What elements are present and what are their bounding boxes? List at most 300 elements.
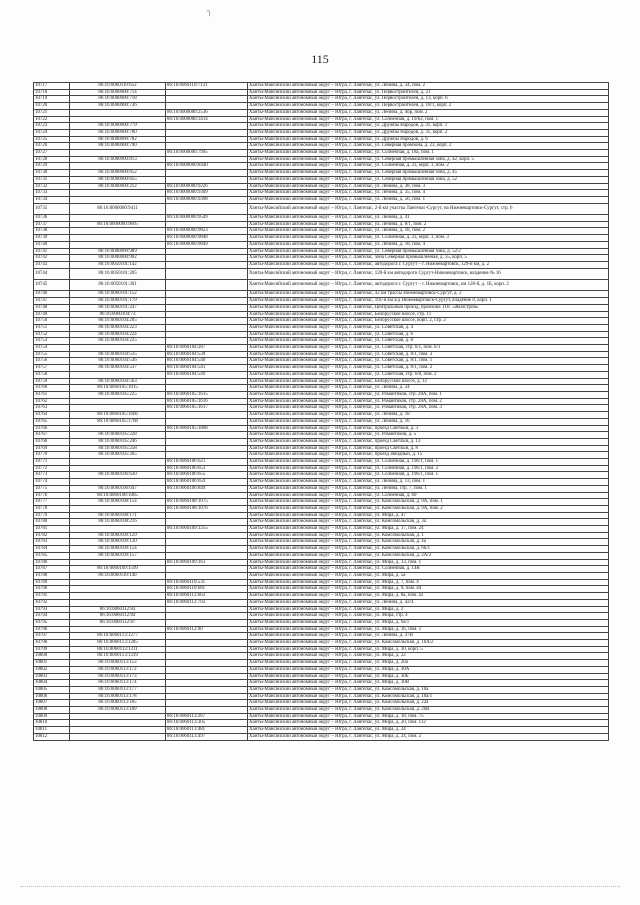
cell-addr: Ханты-Мансийский автономный округ – Югра, г. Лангепас, ул. Мира, д. 18, пом. 75 — [248, 713, 609, 720]
table-row — [34, 680, 609, 687]
cell-num: 10757 — [34, 365, 70, 372]
cell-num: 10721 — [34, 109, 70, 116]
cell-addr: Ханты-Мансийский автономный округ – Югра, г. Лангепас, ул. Солнечная, д. 19б/1, пом. 1 — [248, 472, 609, 479]
cell-num: 10782 — [34, 532, 70, 539]
table-row — [34, 291, 609, 298]
cell-num: 10766 — [34, 425, 70, 432]
cell-cad1: 86:16:0000000:989 — [70, 248, 166, 255]
cell-num: 10747 — [34, 298, 70, 305]
table-row — [34, 445, 609, 452]
cell-num: 10801 — [34, 660, 70, 667]
cell-cad2: 86:16:0000000:9823 — [166, 228, 248, 235]
cell-addr: Ханты-Мансийский автономный округ – Югра, г. Лангепас, зона Северная промышленная, д. 55, корп. 5 — [248, 255, 609, 262]
table-row — [34, 83, 609, 90]
table-row — [34, 492, 609, 499]
cell-cad1: 86:16:0060105:225 — [70, 392, 166, 399]
cell-num: 10742 — [34, 255, 70, 262]
cell-cad2: 86:16:0060105:1616 — [166, 398, 248, 405]
cell-addr: Ханты-Мансийский автономный округ – Югра, г. Лангепас, ул. Ленина, д. 13, пом. 1 — [248, 479, 609, 486]
cell-addr: Ханты-Мансийский автономный округ – Югра, г. Лангепас, ул. Комсомольская, д. 26В — [248, 707, 609, 714]
cell-addr: Ханты-Мансийский автономный округ – Югра, г. Лангепас, ул. Комсомольская, д. 4а — [248, 539, 609, 546]
cell-cad1 — [70, 196, 166, 203]
cell-num: 10726 — [34, 143, 70, 150]
cell-cad2: 86:16:0060106:655 — [166, 472, 248, 479]
cell-num: 10812 — [34, 733, 70, 740]
table-row — [34, 526, 609, 533]
table-row — [34, 733, 609, 740]
table-row — [34, 552, 609, 559]
cell-num: 10807 — [34, 700, 70, 707]
cell-cad1: 86:16:0000000:212 — [70, 183, 166, 190]
table-row — [34, 183, 609, 190]
table-row — [34, 512, 609, 519]
cell-addr: Ханты-Мансийский автономный округ – Югра, г. Лангепас, ул. Мира, д. 30В — [248, 680, 609, 687]
cell-cad2 — [166, 640, 248, 647]
cell-num: 10744 — [34, 268, 70, 279]
cell-num: 10771 — [34, 459, 70, 466]
cell-addr: Ханты-Мансийский автономный округ – Югра, г. Лангепас, ул. Романтиков, стр. 28А, пом. 1 — [248, 392, 609, 399]
cell-addr: Ханты-Мансийский автономный округ – Югра, г. Лангепас, ул. Ленина, д. 35, пом. 4 — [248, 190, 609, 197]
cell-cad1: 86:16:0060101:247 — [70, 304, 166, 311]
cell-addr: Ханты-Мансийский автономный округ – Югра, г. Лангепас, ул. Комсомольская, д. 9А, пом. 2 — [248, 505, 609, 512]
cell-cad1: 86:16:0000000:714 — [70, 89, 166, 96]
cell-cad1 — [70, 505, 166, 512]
cell-num: 10760 — [34, 385, 70, 392]
cell-addr: Ханты-Мансийский автономный округ – Югра, г. Лангепас, ул. Советская, д. 6 — [248, 331, 609, 338]
cell-num: 10793 — [34, 606, 70, 613]
cell-cad2: 86:16:0060104:549 — [166, 371, 248, 378]
table-row — [34, 465, 609, 472]
cell-addr: Ханты-Мансийский автономный округ – Югра, г. Лангепас, ул. Ленина, д. 18, пом. 4 — [248, 241, 609, 248]
table-row — [34, 599, 609, 606]
cell-num: 10800 — [34, 653, 70, 660]
cell-num: 10792 — [34, 599, 70, 606]
table-row — [34, 646, 609, 653]
cell-cad2 — [166, 221, 248, 228]
cell-addr: Ханты-Мансийский автономный округ – Югра, г. Лангепас, ул. Дружбы Народов, д. 31, корп. 2 — [248, 129, 609, 136]
cell-cad1: 86:16:0060113:1285 — [70, 640, 166, 647]
cell-cad1: 86:16:0060104:223 — [70, 324, 166, 331]
cell-addr: Ханты-Мансийский автономный округ – Югра, г. Лангепас, ул. Комсомольская, д. 6б/1 — [248, 546, 609, 553]
cell-addr: Ханты-Мансийский автономный округ – Югра, г. Лангепас, ул. Мира, д. 7, пом. 4 — [248, 579, 609, 586]
cell-cad2 — [166, 136, 248, 143]
table-row — [34, 371, 609, 378]
cell-cad2 — [166, 123, 248, 130]
cell-addr: Ханты-Мансийский автономный округ – Югра, г. Лангепас, ул. Ленина, д. 38, пом. 3 — [248, 183, 609, 190]
table-row — [34, 215, 609, 222]
cell-addr: Ханты-Мансийский автономный округ – Югра, г. Лангепас, ул. Первостроителей, д. 13, корп. 6 — [248, 96, 609, 103]
cell-cad1: 86:16:0000000:780 — [70, 129, 166, 136]
table-row — [34, 619, 609, 626]
cell-num: 10803 — [34, 673, 70, 680]
cell-addr: Ханты-Мансийский автономный округ – Югра, г. Лангепас, ул. Ленина, д. 42/4 — [248, 599, 609, 606]
cell-cad1 — [70, 116, 166, 123]
cell-cad1: 86:16:0000000:855 — [70, 176, 166, 183]
table-row — [34, 163, 609, 170]
cell-cad2 — [166, 338, 248, 345]
table-row — [34, 96, 609, 103]
cell-cad2 — [166, 432, 248, 439]
cell-cad2: 86:16:0060106:849 — [166, 485, 248, 492]
cell-num: 10734 — [34, 196, 70, 203]
cell-cad2 — [166, 438, 248, 445]
cell-addr: Ханты-Мансийский автономный округ – Югра, г. Лангепас, ул. Мира, д. 6а/1 — [248, 619, 609, 626]
table-row — [34, 593, 609, 600]
table-row — [34, 385, 609, 392]
cell-num: 10762 — [34, 398, 70, 405]
cell-cad2: 86:16:0000000:9226 — [166, 183, 248, 190]
cell-num: 10717 — [34, 83, 70, 90]
cell-addr: Ханты-Мансийский автономный округ – Югра, г. Лангепас, ул. Комсомольская, д. 1 — [248, 532, 609, 539]
cell-cad2 — [166, 519, 248, 526]
cell-addr: Ханты-Мансийский автономный округ – Югра, г. Лангепас, Центральный проезд, промзона ТОГ «Жилстрой» — [248, 304, 609, 311]
cell-cad1 — [70, 163, 166, 170]
cell-addr: Ханты-Мансийский автономный округ – Югра, г. Лангепас, Белорусское шоссе, д. 12 — [248, 378, 609, 385]
cell-addr: Ханты-Мансийский автономный округ – Югра, г. Лангепас, ул. Советская, д. 8/1, пом. 3 — [248, 351, 609, 358]
cell-num: 10751 — [34, 324, 70, 331]
cell-addr: Ханты-Мансийский автономный округ – Югра, г. Лангепас, ул. Мира, д. 22 — [248, 653, 609, 660]
cell-addr: Ханты-Мансийский автономный округ – Югра, г. Лангепас, ул. Первостроителей, д. 21 — [248, 89, 609, 96]
cell-cad2: 86:16:0000000:9309 — [166, 190, 248, 197]
cell-addr: Ханты-Мансийский автономный округ – Югра, г. Лангепас, ул. Мира, д. 24 — [248, 727, 609, 734]
cell-num: 10739 — [34, 235, 70, 242]
cell-cad2 — [166, 418, 248, 425]
cell-cad2: 86:16:0000000:8440 — [166, 163, 248, 170]
table-row — [34, 255, 609, 262]
cell-addr: Ханты-Мансийский автономный округ – Югра, г. Лангепас, ул. Мира, стр. 4 — [248, 613, 609, 620]
cell-cad1: 86:16:0060105:265 — [70, 452, 166, 459]
cell-cad2: 86:16:0060110:531 — [166, 579, 248, 586]
cell-cad2 — [166, 129, 248, 136]
cell-addr: Ханты-Мансийский автономный округ – Югра, г. Лангепас, ул. Комсомольская, д. 2А/3 — [248, 552, 609, 559]
cell-cad1: 86:16:0000000:852 — [70, 170, 166, 177]
cell-cad2 — [166, 539, 248, 546]
cell-num: 10722 — [34, 116, 70, 123]
table-row — [34, 405, 609, 412]
cell-cad2 — [166, 89, 248, 96]
table-row — [34, 176, 609, 183]
cell-cad1: 86:16:0060113:174 — [70, 680, 166, 687]
cell-cad2: 86:16:0060104:540 — [166, 358, 248, 365]
cell-cad2 — [166, 248, 248, 255]
table-row — [34, 358, 609, 365]
table-row — [34, 280, 609, 291]
cell-num: 10748 — [34, 304, 70, 311]
table-row — [34, 666, 609, 673]
cell-cad1: 86:16:0060113:172 — [70, 666, 166, 673]
cell-num: 10788 — [34, 572, 70, 579]
cell-num: 10768 — [34, 438, 70, 445]
cell-cad1 — [70, 727, 166, 734]
cell-num: 10767 — [34, 432, 70, 439]
cell-cad2 — [166, 280, 248, 291]
cell-addr: Ханты-Мансийский автономный округ – Югра, г. Лангепас, ул. Комсомольская, д. 10а — [248, 686, 609, 693]
cell-cad1: 86:16:0060113:153 — [70, 660, 166, 667]
cell-addr: Ханты-Мансийский автономный округ – Югра, г. Лангепас, ул. Солнечная, д. 14В — [248, 566, 609, 573]
table-row — [34, 241, 609, 248]
cell-cad2: 86:16:0000000:7995 — [166, 150, 248, 157]
registry-body — [34, 83, 609, 741]
cell-addr: Ханты-Мансийский автономный округ – Югра, г. Лангепас, ул. Первостроителей, д. 18/1, корп. 2 — [248, 103, 609, 110]
table-row — [34, 103, 609, 110]
cell-cad2: 86:16:0060112:703 — [166, 599, 248, 606]
table-row — [34, 425, 609, 432]
cell-cad2: 86:16:0060108:1075 — [166, 499, 248, 506]
table-row — [34, 532, 609, 539]
cell-cad2 — [166, 452, 248, 459]
cell-addr: Ханты-Мансийский автономный округ – Югра, г. Лангепас, 2-й км участка Лангепас-Сургут, на Нижневартовск-Сургут, стр. 6 — [248, 203, 609, 214]
cell-cad1: 86:16:0060105:258 — [70, 445, 166, 452]
table-row — [34, 196, 609, 203]
cell-cad2: 86:16:0000000:2536 — [166, 109, 248, 116]
cell-num: 10790 — [34, 586, 70, 593]
table-row — [34, 626, 609, 633]
cell-num: 10804 — [34, 680, 70, 687]
cell-addr: Ханты-Мансийский автономный округ – Югра, г. Лангепас, ул. Северная промзона, д. 23, корп. 2 — [248, 143, 609, 150]
cell-addr: Ханты-Мансийский автономный округ – Югра, г. Лангепас, ул. Мира, д. 47 — [248, 512, 609, 519]
cell-cad2 — [166, 606, 248, 613]
cell-cad2 — [166, 378, 248, 385]
table-row — [34, 586, 609, 593]
cell-num: 10720 — [34, 103, 70, 110]
table-row — [34, 432, 609, 439]
cell-addr: Ханты-Мансийский автономный округ – Югра, г. Лангепас, ул. Советская, д. 8 — [248, 338, 609, 345]
cell-cad2 — [166, 666, 248, 673]
cell-num: 10777 — [34, 499, 70, 506]
cell-addr: Ханты-Мансийский автономный округ – Югра, г. Лангепас, ул. Мира, д. 1б, пом. 1 — [248, 626, 609, 633]
cell-addr: Ханты-Мансийский автономный округ – Югра, г. Лангепас, ул. Ленина, стр. 7, пом. 1 — [248, 485, 609, 492]
cell-addr: Ханты-Мансийский автономный округ – Югра, г. Лангепас, автодорога г. Сургут – г. Нижневартовск, км 128-й, д. 1Б, корп. 2 — [248, 280, 609, 291]
cell-addr: Ханты-Мансийский автономный округ – Югра, г. Лангепас, ул. Солнечная, д. 19б/1, пом. 1 — [248, 459, 609, 466]
cell-cad2: 86:16:0060109:1255 — [166, 526, 248, 533]
cell-cad1: 86:16:0000000:736 — [70, 103, 166, 110]
cell-cad1 — [70, 405, 166, 412]
table-row — [34, 378, 609, 385]
cell-cad1 — [70, 371, 166, 378]
cell-cad2 — [166, 566, 248, 573]
cell-cad2 — [166, 412, 248, 419]
table-row — [34, 720, 609, 727]
cell-cad1: 86:16:0060109:154 — [70, 546, 166, 553]
table-row — [34, 298, 609, 305]
cell-cad2 — [166, 311, 248, 318]
cell-cad2: 86:16:0060105:1617 — [166, 405, 248, 412]
registry-table — [33, 82, 609, 741]
cell-cad2 — [166, 619, 248, 626]
cell-num: 10780 — [34, 519, 70, 526]
table-row — [34, 203, 609, 214]
table-row — [34, 268, 609, 279]
cell-addr: Ханты-Мансийский автономный округ – Югра, г. Лангепас, ул. Романтиков, стр. 28А, пом. 2 — [248, 398, 609, 405]
cell-num: 10725 — [34, 136, 70, 143]
table-row — [34, 331, 609, 338]
cell-addr: Ханты-Мансийский автономный округ – Югра, г. Лангепас, ул. Комсомольская, д. 9А, пом. 1 — [248, 499, 609, 506]
cell-addr: Ханты-Мансийский автономный округ – Югра, г. Лангепас, ул. Дружбы Народов, д. 31, корп. 1 — [248, 123, 609, 130]
table-row — [34, 150, 609, 157]
table-row — [34, 633, 609, 640]
cell-cad2: 86:16:0060106:659 — [166, 479, 248, 486]
table-row — [34, 345, 609, 352]
cell-addr: Ханты-Мансийский автономный округ – Югра, г. Лангепас, ул. Советская, д. 8/1, пом. 1 — [248, 358, 609, 365]
cell-num: 10796 — [34, 626, 70, 633]
cell-cad1 — [70, 593, 166, 600]
cell-cad1: 86:16:0060106:630 — [70, 472, 166, 479]
cell-addr: Ханты-Мансийский автономный округ – Югра, г. Лангепас, проезд Светлый, д. 8 — [248, 445, 609, 452]
cell-cad1: 86:16:0050101:142 — [70, 261, 166, 268]
cell-addr: Ханты-Мансийский автономный округ – Югра, г. Лангепас, ул. Ленина, д. 37В — [248, 633, 609, 640]
cell-addr: Ханты-Мансийский автономный округ – Югра, г. Лангепас, проезд Звездный, д. 15 — [248, 452, 609, 459]
cell-addr: Ханты-Мансийский автономный округ – Югра, г. Лангепас, ул. Романтиков, д. 5 — [248, 432, 609, 439]
cell-addr: Ханты-Мансийский автономный округ – Югра, г. Лангепас, ул. Солнечная, д. 19/б2, пом. 1 — [248, 116, 609, 123]
cell-num: 10802 — [34, 666, 70, 673]
cell-num: 10778 — [34, 505, 70, 512]
table-row — [34, 539, 609, 546]
cell-cad1: 86:16:0060108:154 — [70, 499, 166, 506]
cell-cad2 — [166, 331, 248, 338]
cell-num: 10724 — [34, 129, 70, 136]
cell-cad2 — [166, 700, 248, 707]
cell-cad2 — [166, 680, 248, 687]
cell-addr: Ханты-Мансийский автономный округ – Югра, г. Лангепас, ул. Мира, д. 24, пом. 2 — [248, 733, 609, 740]
cell-cad1: 86:16:0060113:1311 — [70, 646, 166, 653]
table-row — [34, 89, 609, 96]
cell-cad2: 86:16:0060113:481 — [166, 727, 248, 734]
cell-cad1 — [70, 241, 166, 248]
cell-num: 10781 — [34, 526, 70, 533]
cell-cad2 — [166, 633, 248, 640]
cell-cad2 — [166, 660, 248, 667]
cell-cad1: 86:16:0060113:173 — [70, 673, 166, 680]
cell-num: 10761 — [34, 392, 70, 399]
cell-cad1: 86:16:0060113:185 — [70, 700, 166, 707]
cell-cad1: 86:16:0060104:563 — [70, 378, 166, 385]
table-row — [34, 693, 609, 700]
table-row — [34, 228, 609, 235]
cell-addr: Ханты-Мансийский автономный округ – Югра, г. Лангепас, ул. Мира, д. 8а, пом. 42 — [248, 593, 609, 600]
table-row — [34, 324, 609, 331]
cell-cad2 — [166, 385, 248, 392]
cell-num: 10750 — [34, 318, 70, 325]
cell-cad1: 86:16:0060105:246 — [70, 438, 166, 445]
cell-addr: Ханты-Мансийский автономный округ – Югра, г. Лангепас, ул. Мира, д. 9, пом. 44 — [248, 586, 609, 593]
table-row — [34, 351, 609, 358]
cell-addr: Ханты-Мансийский автономный округ – Югра, г. Лангепас, ул. Романтиков, стр. 28А, пом. 3 — [248, 405, 609, 412]
cell-num: 10765 — [34, 418, 70, 425]
cell-cad1: 86:16:0050101:205 — [70, 268, 166, 279]
cell-num: 10743 — [34, 261, 70, 268]
cell-cad1: 86:16:0000000:779 — [70, 123, 166, 130]
cell-cad1: 86:16:0060109:130 — [70, 539, 166, 546]
cell-cad1: 86:16:0060109:129 — [70, 532, 166, 539]
cell-cad1 — [70, 150, 166, 157]
cell-addr: Ханты-Мансийский автономный округ – Югра, г. Лангепас, ул. Мира, д. 5а — [248, 572, 609, 579]
cell-cad1 — [70, 733, 166, 740]
cell-addr: Ханты-Мансийский автономный округ – Югра, г. Лангепас, ул. Северная промышленная зона, д. 42, корп. 5 — [248, 156, 609, 163]
cell-cad2: 86:16:0060112:90 — [166, 626, 248, 633]
cell-cad1 — [70, 479, 166, 486]
cell-cad1: 86:16:0000000:9411 — [70, 203, 166, 214]
cell-cad2: 86:16:0060110:7131 — [166, 83, 248, 90]
table-row — [34, 572, 609, 579]
table-row — [34, 499, 609, 506]
cell-cad1: 86:16:0060110:140 — [70, 572, 166, 579]
cell-num: 10723 — [34, 123, 70, 130]
cell-cad2 — [166, 96, 248, 103]
cell-num: 10729 — [34, 163, 70, 170]
cell-num: 10787 — [34, 566, 70, 573]
cell-addr: Ханты-Мансийский автономный округ – Югра, г. Лангепас, ул. Комсомольская, д. 3а — [248, 519, 609, 526]
table-row — [34, 727, 609, 734]
cell-cad2: 86:16:0060105:1615 — [166, 392, 248, 399]
cell-cad1: 86:16:0060104:537 — [70, 365, 166, 372]
cell-addr: Ханты-Мансийский автономный округ – Югра, г. Лангепас, ул. Дружбы Народов, д. 6 — [248, 136, 609, 143]
cell-cad2: 86:16:0060110:681 — [166, 586, 248, 593]
cell-num: 10733 — [34, 190, 70, 197]
cell-cad1 — [70, 235, 166, 242]
cell-cad2 — [166, 445, 248, 452]
cell-cad2 — [166, 324, 248, 331]
cell-cad1: 86:16:0060105:1015 — [70, 385, 166, 392]
cell-cad1: 86:16:0060112:83 — [70, 606, 166, 613]
cell-cad1: 86:16:0060101:152 — [70, 291, 166, 298]
cell-cad1: 86:16:0060113:1319 — [70, 653, 166, 660]
cell-num: 10785 — [34, 552, 70, 559]
cell-cad2 — [166, 646, 248, 653]
cell-num: 10738 — [34, 228, 70, 235]
cell-cad1: 86:16:0000000:992 — [70, 255, 166, 262]
cell-num: 10741 — [34, 248, 70, 255]
cell-cad1 — [70, 579, 166, 586]
cell-cad1: 86:16:0060109:1599 — [70, 566, 166, 573]
cell-addr: Ханты-Мансийский автономный округ – Югра, г. Лангепас, 42 км трассы Нижневартовск-Сургут, д. 2 — [248, 291, 609, 298]
table-row — [34, 707, 609, 714]
cell-addr: Ханты-Мансийский автономный округ – Югра, г. Лангепас, ул. Ленина, д. 34, пом. 2 — [248, 83, 609, 90]
cell-cad2 — [166, 298, 248, 305]
cell-num: 10745 — [34, 280, 70, 291]
cell-addr: Ханты-Мансийский автономный округ – Югра, г. Лангепас, ул. Ленина, д. 8/1, пом. 2 — [248, 221, 609, 228]
cell-cad2 — [166, 176, 248, 183]
cell-cad2 — [166, 318, 248, 325]
table-row — [34, 398, 609, 405]
cell-cad2 — [166, 613, 248, 620]
cell-cad1: 86:16:0060112:84 — [70, 613, 166, 620]
cell-cad2 — [166, 572, 248, 579]
cell-cad2 — [166, 143, 248, 150]
cell-num: 10740 — [34, 241, 70, 248]
cell-cad1 — [70, 398, 166, 405]
table-row — [34, 412, 609, 419]
cell-cad1 — [70, 425, 166, 432]
cell-num: 10779 — [34, 512, 70, 519]
cell-num: 10794 — [34, 613, 70, 620]
cell-num: 10727 — [34, 150, 70, 157]
cell-cad1: 86:16:0060104:73 — [70, 311, 166, 318]
cell-cad2: 86:16:0000000:9848 — [166, 235, 248, 242]
cell-cad2 — [166, 512, 248, 519]
cell-num: 10783 — [34, 539, 70, 546]
cell-addr: Ханты-Мансийский автономный округ – Югра, г. Лангепас, ул. Ленина, д. 18 — [248, 412, 609, 419]
table-row — [34, 579, 609, 586]
cell-cad2 — [166, 492, 248, 499]
table-row — [34, 546, 609, 553]
cell-num: 10773 — [34, 472, 70, 479]
cell-addr: Ханты-Мансийский автономный округ – Югра, г. Лангепас, ул. Мира, д. 13, пом. 1 — [248, 559, 609, 566]
cell-cad1 — [70, 109, 166, 116]
cell-addr: Ханты-Мансийский автономный округ – Югра, г. Лангепас, 101-й км а/д Нижневартовск-Сургут, владение 8, корп. 1 — [248, 298, 609, 305]
cell-cad1: 86:16:0060108:171 — [70, 512, 166, 519]
cell-addr: Ханты-Мансийский автономный округ – Югра, г. Лангепас, ул. Советская, стр. 6/1, пом. 6/1 — [248, 345, 609, 352]
cell-addr: Ханты-Мансийский автономный округ – Югра, г. Лангепас, ул. Северная промышленная зона, д. 45 — [248, 170, 609, 177]
